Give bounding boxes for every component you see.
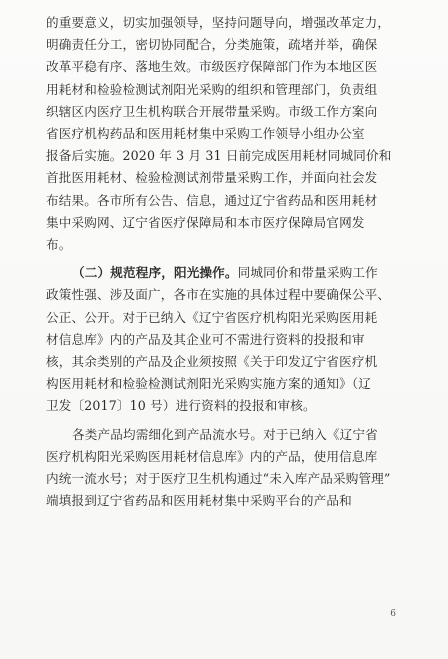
text-line: 卫发〔2017〕10 号）进行资料的投报和审核。 (46, 398, 316, 414)
text-line: 的重要意义，切实加强领导，坚持问题导向，增强改革定力， (46, 15, 391, 30)
text-line: 织辖区内医疗卫生机构联合开展带量采购。市级工作方案向 (46, 103, 378, 119)
text-line: 内统一流水号；对于医疗卫生机构通过“未入库产品采购管理” (46, 471, 391, 487)
text-line: 布结果。各市所有公告、信息，通过辽宁省药品和医用耗材 (46, 192, 378, 208)
text-line: 材信息库》内的产品及其企业可不需进行资料的投报和审 (46, 331, 365, 347)
text-line: 各类产品均需细化到产品流水号。对于已纳入《辽宁省 (72, 426, 378, 442)
text-line: 公正、公开。对于已纳入《辽宁省医疗机构阳光采购医用耗 (46, 309, 378, 325)
heading-line-rest: 同城同价和带量采购工作 (237, 265, 378, 281)
text-line: 布。 (46, 237, 72, 253)
text-line: 省医疗机构药品和医用耗材集中采购工作领导小组办公室 (46, 126, 365, 142)
text-line: 改革平稳有序、落地生效。市级医疗保障部门作为本地区医 (46, 59, 378, 75)
text-line: 政策性强、涉及面广，各市在实施的具体过程中要确保公平、 (46, 287, 391, 303)
text-line: 集中采购网、辽宁省医疗保障局和本市医疗保障局官网发 (46, 214, 365, 230)
paragraph-1 (46, 12, 411, 256)
text-line: 明确责任分工，密切协同配合，分类施策，疏堵并举，确保 (46, 37, 378, 53)
text-line: 首批医用耗材、检验检测试剂带量采购工作，并面向社会发 (46, 170, 378, 186)
text-line: 用耗材和检验检测试剂阳光采购的组织和管理部门，负责组 (46, 81, 378, 97)
paragraph-2 (46, 262, 411, 417)
text-line: 构医用耗材和检验检测试剂阳光采购实施方案的通知》（辽 (46, 376, 372, 392)
text-line: 医疗机构阳光采购医用耗材信息库》内的产品，使用信息库 (46, 448, 378, 464)
text-line: 报备后实施。2020 年 3 月 31 日前完成医用耗材同城同价和 (46, 148, 392, 164)
paragraph-3 (46, 424, 411, 513)
section-heading: （二）规范程序，阳光操作。 (72, 265, 238, 281)
text-line: 核，其余类别的产品及企业须按照《关于印发辽宁省医疗机 (46, 354, 378, 370)
document-body (46, 12, 411, 512)
page-number: 6 (390, 609, 396, 619)
text-line-with-heading (46, 262, 411, 284)
text-line: 端填报到辽宁省药品和医用耗材集中采购平台的产品和 (46, 493, 352, 509)
